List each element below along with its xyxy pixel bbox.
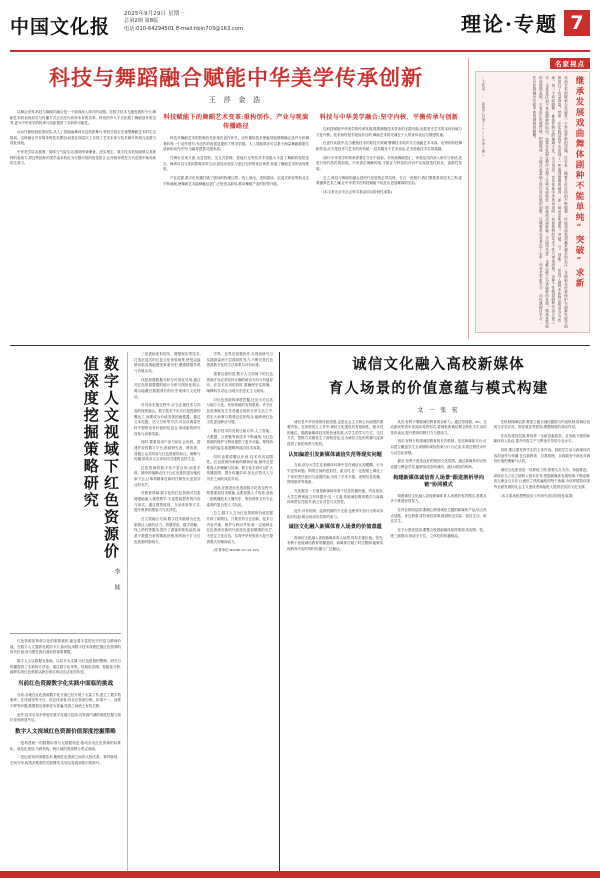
footer-bar (0, 871, 600, 878)
article-title-line2: 育人场景的价值意蕴与模式构建 (328, 379, 549, 397)
paragraph: 一是构建统一的数据标准与元数据规范,推动各类红色资源的标准化、规范化建设,为跨机构、跨区域的资源整合奠定基础。 (10, 740, 121, 751)
paragraph: 以科技赋能中华美学的传承发展,既要拥抱技术带来的无限可能,也要坚守艺术的本体价值与文化内核。技术始终是手段而非目的,舞蹈艺术的灵魂在于人的身体表达与情感传递。 (316, 126, 462, 137)
paragraph: 此外,评价机制、监督机制的不完善,也使得失信行为的成本相对较低,难以形成有效的约束力。 (287, 508, 384, 519)
article-red-resources-continued (128, 352, 280, 872)
paragraph: 其次,有利于增强诚信教育的亲和力。通过短视频、H5、互动游戏等青年喜闻乐见的形式,将抽象的诚信理念转化为生动的具体表达,提升教育的吸引力与感染力。 (390, 419, 487, 435)
paragraph: 数字人文以数据为基础、以技术为支撑,为红色资源的整理、研究与传播提供了全新的方法论。通过数字化采集、结构化存储、智能化分析,能够实现红色资源从静态保存到动态活化的转变。 (10, 658, 121, 675)
subheading: 数字人文视域红色资源价值深度挖掘策略 (15, 729, 116, 736)
lead-subhead-2: 科技与中华美学融合:坚守内核、平衡传承与创新 (319, 114, 459, 121)
paragraph: 究其原因,一方面是新媒体环境下信息传播快速、内容庞杂,大学生辨别能力有待提升;另一方面,传统诚信教育模式与新媒体场景存在脱节,缺乏针对性与实效性。 (287, 488, 384, 505)
feature-box (475, 71, 590, 333)
continued-column-b (207, 352, 274, 872)
page-number-badge: 7 (564, 10, 590, 36)
vertical-author-wrap (10, 566, 121, 628)
article-author-vertical: 李 妹 (113, 568, 119, 592)
feature-badge: 名家视点 (550, 58, 590, 69)
paragraph: 同时,要重视用户参与和社会协同。搭建开放的数字平台,鼓励研究者、教育者、普通公众共同参与红色资源的标注、阐释与传播,形成多元主体协同共建的良好生态。 (134, 440, 201, 462)
article-source-note: (本文系高校思想政治工作研究项目阶段性成果) (500, 493, 573, 498)
masthead (10, 6, 590, 52)
article-title-vertical: 数字人文视域下红色资源价值深度挖掘策略研究 (81, 356, 120, 560)
right-column-1 (287, 420, 383, 556)
lead-column-2 (163, 110, 309, 199)
paragraph: 在平台建设层面,要整合校园新媒体矩阵资源,实现校、院、班三级联动,形成全方位、立体化的传播格局。 (390, 528, 487, 538)
subheading: 诚信文化融入新媒体育人场景的价值意蕴 (288, 524, 382, 531)
vertical-title-wrap (10, 352, 121, 566)
paragraph: 四是加强数据分析与可视化呈现,通过对红色资源数据的统计分析与图形化展示,揭示隐藏在数据背后的历史规律与文化特征。 (134, 377, 201, 399)
paragraph: 产业层面,数字化传播打破了剧场的物理边界。线上演出、虚拟剧场、沉浸式体验等新业态不断涌现,使舞蹈艺术能够触达更广泛的受众群体,推动舞蹈产业的转型升级。 (163, 175, 309, 186)
lead-columns (10, 110, 462, 199)
paragraph: 同时,要注重发挥学生的主体作用。鼓励学生参与新媒体内容的创作与传播,在自我教育、自我管理、自我服务中深化对诚信价值的理解与认同。 (493, 448, 590, 464)
lead-headline: 科技与舞蹈融合赋能中华美学传承创新 (49, 65, 423, 90)
paragraph: 从动作捕捉到虚拟现实,从人工智能编舞到全息投影舞台,科技手段正在重塑舞蹈艺术的生态格局。这种融合并非简单的技术叠加,而是在深层次上实现了艺术本体与技术媒介的相互渗透与彼此成就。 (10, 129, 156, 146)
paragraph: 构建诚信文化融入高校新媒体育人场景的有效模式,需要从多个维度协同发力。 (390, 493, 487, 504)
contact-line: 电话:010-64294501 E-mail:hbin703@163.com (124, 25, 244, 32)
article-red-resources (10, 352, 128, 872)
publication-logo: 中国文化报 (10, 16, 111, 38)
feature-body: 戏曲艺术的继承与发展是一个常说常新的话题。近年来,随着文化自信的不断增强,传统戏曲受到越来越多的关注,各剧种在传承保护与创新发展方面都进行了有益探索。然而,在实践过程中也出现了一些值得警惕的倾向,即一味追求所谓的“突破”与“创新”,忽视了剧种本体特征的坚守与传承。每一个戏曲剧种,都是在特定的地域文化、方言语音、音乐体系中孕育形成的,有着独特的艺术个性与审美品格。这种个性既是剧种安身立命之本,也是其区别于其他剧种的标识。如果在发展过程中丢掉了这些本质特征,即便形式再新颖、手段再先进,也难以称之为该剧种的发展。继承是发展的前提和基础。只有真正吃透传统、把握规律,才能在此基础上进行有价值的创新。这就要求从业者沉下心来,向老艺术家学习,向经典剧目学习,在反复的舞台实践中体悟剧种的精髓。 (532, 76, 569, 328)
article-body-left (10, 639, 121, 767)
right-column-3 (494, 420, 590, 556)
lead-column-1 (10, 110, 156, 199)
paragraph: 在内容供给层面,要精心策划诚信主题的新媒体产品,结合热点话题、身边典型,讲好诚信故事,做到贴近实际、贴近生活、贴近学生。 (390, 508, 487, 524)
paragraph: 此外,技术应用多停留在数字化展示层面,对资源内涵的深度挖掘与知识发现尚显不足。 (10, 712, 121, 723)
paragraph: 在具体实施过程中,应当注重技术与内容的深度融合。数字技术不应仅仅是资源的搬运工,而要成为价值发现的助推器。通过文本挖掘、语义分析等方法,可以从海量史料中提炼出有价值的信息点,形成新的研究视角与叙事线索。 (134, 403, 201, 436)
paragraph: 当前,部分大学生在新媒体环境中存在诚信认知模糊、行为失范等问题。网络空间的虚拟性、匿名性,在一定程度上弱化了个体的责任意识与道德约束,出现了学术不端、虚假信息传播、网络欺诈等现象。 (287, 463, 384, 485)
lead-article (10, 58, 590, 346)
article-source-note: (作者单位:HSNBJ-ZC123-195) (213, 548, 259, 553)
issue-date: 2025年9月29日 星期一 (124, 11, 185, 17)
lower-section (10, 352, 590, 872)
paragraph: 学界、业界应加强协作,在理论研究与实践探索两个层面同时发力,不断完善红色资源数字化的方法体系与评价标准。 (206, 352, 273, 368)
paragraph: 中华美学讲求意境、韵味与气韵生动,强调形神兼备、虚实相生。数字技术恰恰能够以其独特的表现力,将这些抽象的美学追求转化为可感可知的视觉语言,让传统审美在当代语境中焕发新的生命力。 (10, 149, 156, 166)
masthead-section (461, 6, 590, 37)
paragraph: 红色资源的数字化不是目的,而是手段。最终的落脚点在于让红色基因更好地传承下去,让革命精神在新时代焕发出更加夺目的光芒。 (134, 465, 201, 487)
lead-subhead-1: 科技赋能下的舞蹈艺术变革:重构创作、产业与观演传播路径 (163, 114, 309, 130)
subheading: 认知偏差引发新媒体诚信失范等现实问题 (288, 451, 382, 458)
paragraph: 红色资源是革命文化的重要载体,蕴含着丰富的历史信息与精神价值。在数字人文蓬勃发展的今天,如何运用数字技术深度挖掘红色资源的时代价值,成为摆在我们面前的重要课题。 (10, 639, 121, 655)
paragraph: 诚信是中华民族的传统美德,也是社会主义核心价值观的重要内容。在高校育人工作中,诚信文化建设具有基础性、根本性的地位。随着新媒体技术的快速发展,大学生的学习方式、交往方式、思维方式都发生了深刻变化,这为诚信文化的传播与浸润提供了新的场景与契机。 (287, 419, 384, 447)
paragraph: 因此,在推进红色资源数字化的过程中,既要重视技术赋能,也要加强人才培养,造就一批既懂技术又懂历史、既有情怀又有专业素养的复合型人才队伍。 (206, 485, 273, 507)
paragraph: 在机制保障层面,要建立健全诚信激励与约束机制,将诚信表现与评奖评优、推荐就业等挂钩,增强制度的导向作用。 (493, 419, 590, 430)
right-column-2 (390, 420, 486, 556)
subheading: 构建新媒体诚信育人场景“跟进剖析导向链”协同模式 (393, 474, 484, 489)
paragraph: 以舞会世界,科技与舞蹈的融合是一个值得深入探讨的话题。在数字技术飞速发展的今天,舞蹈艺术的表现形式与传播方式正在经历前所未有的变革。科技的介入不仅拓展了舞蹈创作的边界,更为中华美学的传承与创新提供了全新的可能性。 (10, 110, 156, 126)
paragraph: 总之,数字人文为红色资源的价值挖掘开辟了新路径。只要坚持守正创新、技术与内容并重、保护与利用并举,就一定能够让红色资源在新时代绽放出更加璀璨的光芒,为坚定文化自信、实现中华民族伟大复兴提供强大的精神动力。 (206, 511, 273, 544)
continued-column-a (134, 352, 201, 872)
paragraph: 在教育领域,数字化的红色资源可以更便捷地融入课堂教学,丰富思政教育的内容与形式。通过情景再现、互动体验等方式,提升教育的感染力与实效性。 (134, 491, 201, 513)
paragraph: 在创作实践中,应当避免技术的炫技式堆砌,警惕技术喧宾夺主遮蔽艺术本真。优秀的科技舞蹈作品,应当是技术与艺术的有机统一,技术服务于艺术表达,艺术借助技术实现超越。 (316, 141, 462, 151)
section-title: 理论·专题 (461, 12, 558, 36)
paragraph: 当前,各地在红色资源数字化方面已经开展了大量工作,建立了数字档案库、在线展馆等平台。但总体来看,仍存在资源分散、标准不一、深度不够等问题,数据孤岛现象较为普遍,资源之间缺乏有机关联。 (10, 692, 121, 709)
masthead-info (110, 6, 461, 34)
paragraph: 在文旅融合方面,数字技术能够为红色旅游注入新的活力。智慧导览、数字讲解、线上预约等服务,提升了游客的体验品质;而基于数据分析的精准营销,则有助于扩大红色旅游的影响力。 (134, 517, 201, 544)
paragraph: 二是运用知识图谱技术,梳理红色资源之间的人物关系、事件脉络、空间分布,构建多维度的关联网络,实现从资源到知识的跃升。 (10, 755, 121, 765)
article-columns (287, 420, 590, 556)
feature-title: 继承发展戏曲舞体剧种不能单纯“突破”求新 (574, 76, 584, 289)
paragraph: 总之,科技与舞蹈的融合是时代发展的必然趋势。在这一进程中,我们既要善用技术之利,更要涵养艺术之魂,让中华美学在科技赋能下绽放出更加璀璨的光彩。 (316, 175, 462, 186)
paragraph: 将诚信文化融入高校新媒体育人场景,具有多重价值。首先,有利于拓展诚信教育的覆盖面。新媒体打破了时空限制,能够实现教育内容的即时传播与广泛触达。 (287, 535, 384, 552)
subheading: 当前红色资源数字化实践中面临的挑战 (17, 680, 114, 687)
paragraph: 再次,有利于构建诚信教育的长效机制。依托新媒体平台,可以建立覆盖学生全周期的诚信档案与行为记录,实现过程性评价与动态化管理。 (390, 439, 487, 455)
paragraph: 最后,有利于营造良好的校园文化氛围。通过新媒体的议程设置与舆论引导,能够形成崇尚诚信、践行诚信的风尚。 (390, 459, 487, 470)
paragraph: 诚信文化建设是一项系统工程,需要久久为功、持续推进。高校应当立足立德树人根本任务,把握新媒体发展规律,不断创新育人理念与方法,让诚信之风吹遍校园每个角落,为培养德智体美劳全面发展的社会主义建设者和接班人提供坚实的文化支撑。 (493, 468, 590, 490)
lead-byline: 王 莎 金 浩 (208, 96, 264, 104)
paragraph: 三是借助虚拟现实、增强现实等技术,打造沉浸式的红色文化体验场景,使受众能够身临其境地感受革命历史,增强情感共鸣与价值认同。 (134, 352, 201, 373)
paragraph: 需要注意的是,数字人文视域下的红色资源开发必须坚持正确的政治方向与价值导向。在技术应用的同时,要确保史实准确、阐释科学,防止出现历史虚无主义倾向。 (206, 371, 273, 393)
paragraph: 对红色资源的深度挖掘,还应当关注其与地方文化、民俗传统的有机联系。许多红色故事就发生在普通百姓的日常生活之中,将宏大叙事与微观记忆相结合,能够使红色文化更加鲜活可感。 (206, 397, 273, 425)
article-integrity-culture (280, 352, 590, 872)
paragraph: 科技对舞蹈艺术的影响首先体现在创作环节。动作捕捉技术使编导能够精确记录并分析舞者的每一个动作细节,为动作的再创造提供了科学依据。人工智能算法可以基于海量舞蹈数据生成新的动作序列,为编导提供灵感来源。 (163, 135, 309, 152)
lead-article-body (10, 58, 468, 339)
feature-signature: (王松瑶 | 新闻中心记者2025年第3期) (481, 76, 485, 157)
article-byline: 文 一 张 宏 (417, 407, 460, 414)
divider (10, 633, 121, 634)
lead-source-note: (本文系北京市社会科学基金项目阶段性成果) (323, 189, 392, 194)
article-title-line1: 诚信文化融入高校新媒体 (352, 356, 525, 373)
paragraph: 在队伍建设层面,要培养一支政治素质高、业务能力强的新媒体育人队伍,提升内容生产与舆论引导的专业水平。 (493, 433, 590, 444)
paragraph: 同时也要清醒认识到,技术有其局限性。红色资源所承载的精神价值,最终还是要靠人的理解与传承。数字化手段可以扩大传播范围、提升传播效率,但无法替代人与历史之间的深层对话。 (206, 454, 273, 482)
issue-number: 总第2期 第8版 (124, 18, 159, 25)
paragraph: 在舞台呈现方面,全息投影、交互式影像、智能灯光等技术手段极大丰富了舞蹈的视觉语言。舞者可以与虚拟影像实时互动,创造出现实与虚幻交织的奇幻场景,拓展了舞蹈艺术的表现维度。 (163, 155, 309, 172)
paragraph: 数字技术的发展日新月异,人工智能、大数据、区块链等新技术不断涌现,为红色资源的保护与利用提供了更多可能。要保持开放的姿态,积极吸纳前沿技术成果。 (206, 428, 273, 450)
paragraph: 同时,中华美学的传承需要在守正中创新。对传统舞蹈语汇、审美范式的深入研究与体悟,是进行现代转化的前提。只有真正理解传统,才能在与科技的对话中实现创造性转化、创新性发展。 (316, 155, 462, 171)
lead-column-3 (316, 110, 462, 199)
feature-column (468, 58, 590, 339)
